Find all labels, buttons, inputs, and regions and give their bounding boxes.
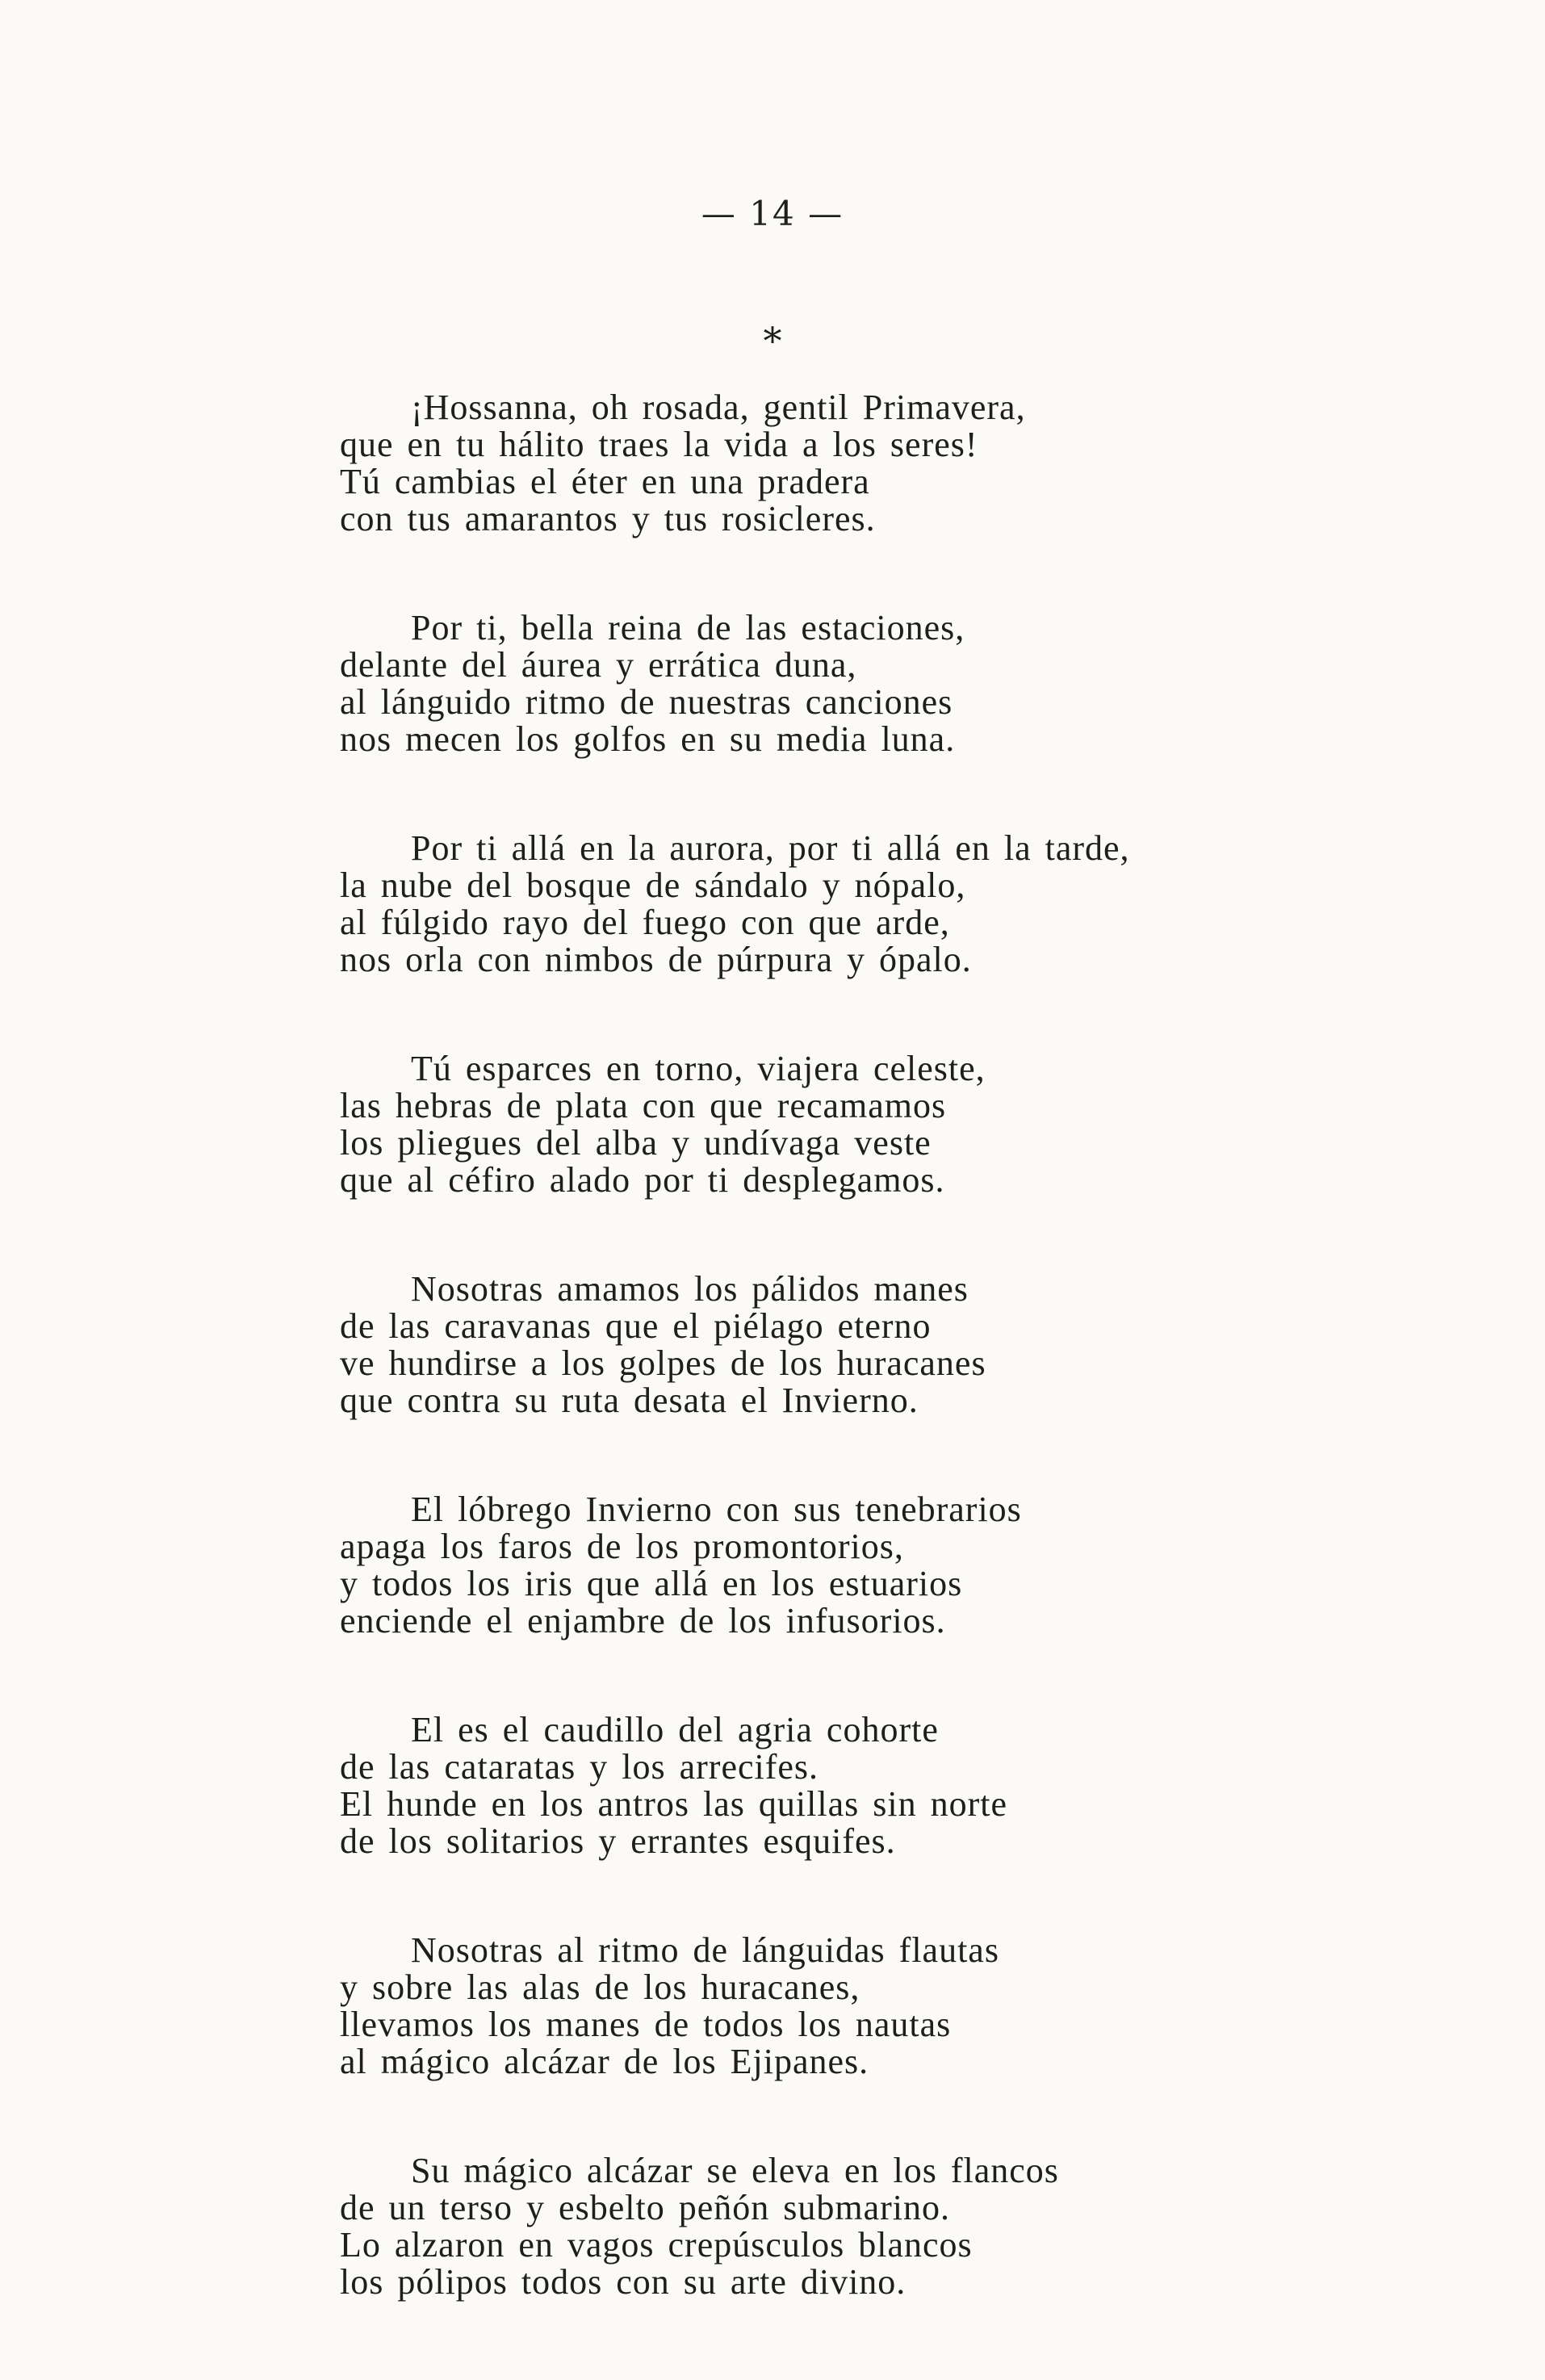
poem [340,389,1292,2373]
stanza-6 [340,1491,1292,1640]
poem-line: al mágico alcázar de los Ejipanes. [340,2042,869,2081]
stanza-2 [340,610,1292,758]
poem-line: los pliegues del alba y undívaga veste [340,1123,932,1163]
poem-line: de las cataratas y los arrecifes. [340,1747,819,1787]
stanza-9 [340,2152,1292,2301]
poem-line: y todos los iris que allá en los estuarios [340,1564,963,1603]
poem-line: con tus amarantos y tus rosicleres. [340,499,876,538]
poem-line: las hebras de plata con que recamamos [340,1086,947,1125]
asterisk-ornament: * [763,319,782,362]
poem-line: Su mágico alcázar se eleva en los flancos [411,2151,1059,2190]
poem-line: El hunde en los antros las quillas sin norte [340,1784,1007,1824]
poem-line: ve hundirse a los golpes de los huracanes [340,1343,986,1383]
poem-line: Por ti allá en la aurora, por ti allá en la tarde, [411,828,1130,868]
poem-line: nos mecen los golfos en su media luna. [340,719,956,759]
stanza-3 [340,830,1292,978]
poem-line: Nosotras al ritmo de lánguidas flautas [411,1930,999,1970]
poem-line: de las caravanas que el piélago eterno [340,1306,932,1346]
poem-line: apaga los faros de los promontorios, [340,1527,904,1566]
poem-line: que contra su ruta desata el Invierno. [340,1381,919,1420]
poem-line: que en tu hálito traes la vida a los seres! [340,425,978,464]
stanza-1 [340,389,1292,538]
poem-line: Nosotras amamos los pálidos manes [411,1269,969,1309]
poem-line: al fúlgido rayo del fuego con que arde, [340,903,950,942]
stanza-8 [340,1932,1292,2080]
poem-line: enciende el enjambre de los infusorios. [340,1601,946,1640]
poem-line: delante del áurea y errática duna, [340,645,857,685]
poem-line: ¡Hossanna, oh rosada, gentil Primavera, [411,388,1026,427]
poem-line: Tú cambias el éter en una pradera [340,462,870,501]
poem-line: los pólipos todos con su arte divino. [340,2262,906,2302]
stanza-5 [340,1271,1292,1419]
poem-line: y sobre las alas de los huracanes, [340,1967,860,2007]
poem-line: Lo alzaron en vagos crepúsculos blancos [340,2225,973,2265]
poem-line: El es el caudillo del agria cohorte [411,1710,939,1749]
page-number: — 14 — [701,194,844,233]
poem-line: que al céfiro alado por ti desplegamos. [340,1160,945,1200]
poem-line: la nube del bosque de sándalo y nópalo, [340,865,966,905]
poem-line: El lóbrego Invierno con sus tenebrarios [411,1490,1022,1529]
poem-line: de los solitarios y errantes esquifes. [340,1821,896,1861]
poem-line: nos orla con nimbos de púrpura y ópalo. [340,940,972,979]
stanza-7 [340,1712,1292,1860]
poem-line: Por ti, bella reina de las estaciones, [411,608,965,647]
stanza-4 [340,1050,1292,1199]
poem-line: Tú esparces en torno, viajera celeste, [411,1049,986,1088]
poem-line: de un terso y esbelto peñón submarino. [340,2188,950,2227]
poem-line: llevamos los manes de todos los nautas [340,2005,952,2044]
poem-line: al lánguido ritmo de nuestras canciones [340,682,953,722]
